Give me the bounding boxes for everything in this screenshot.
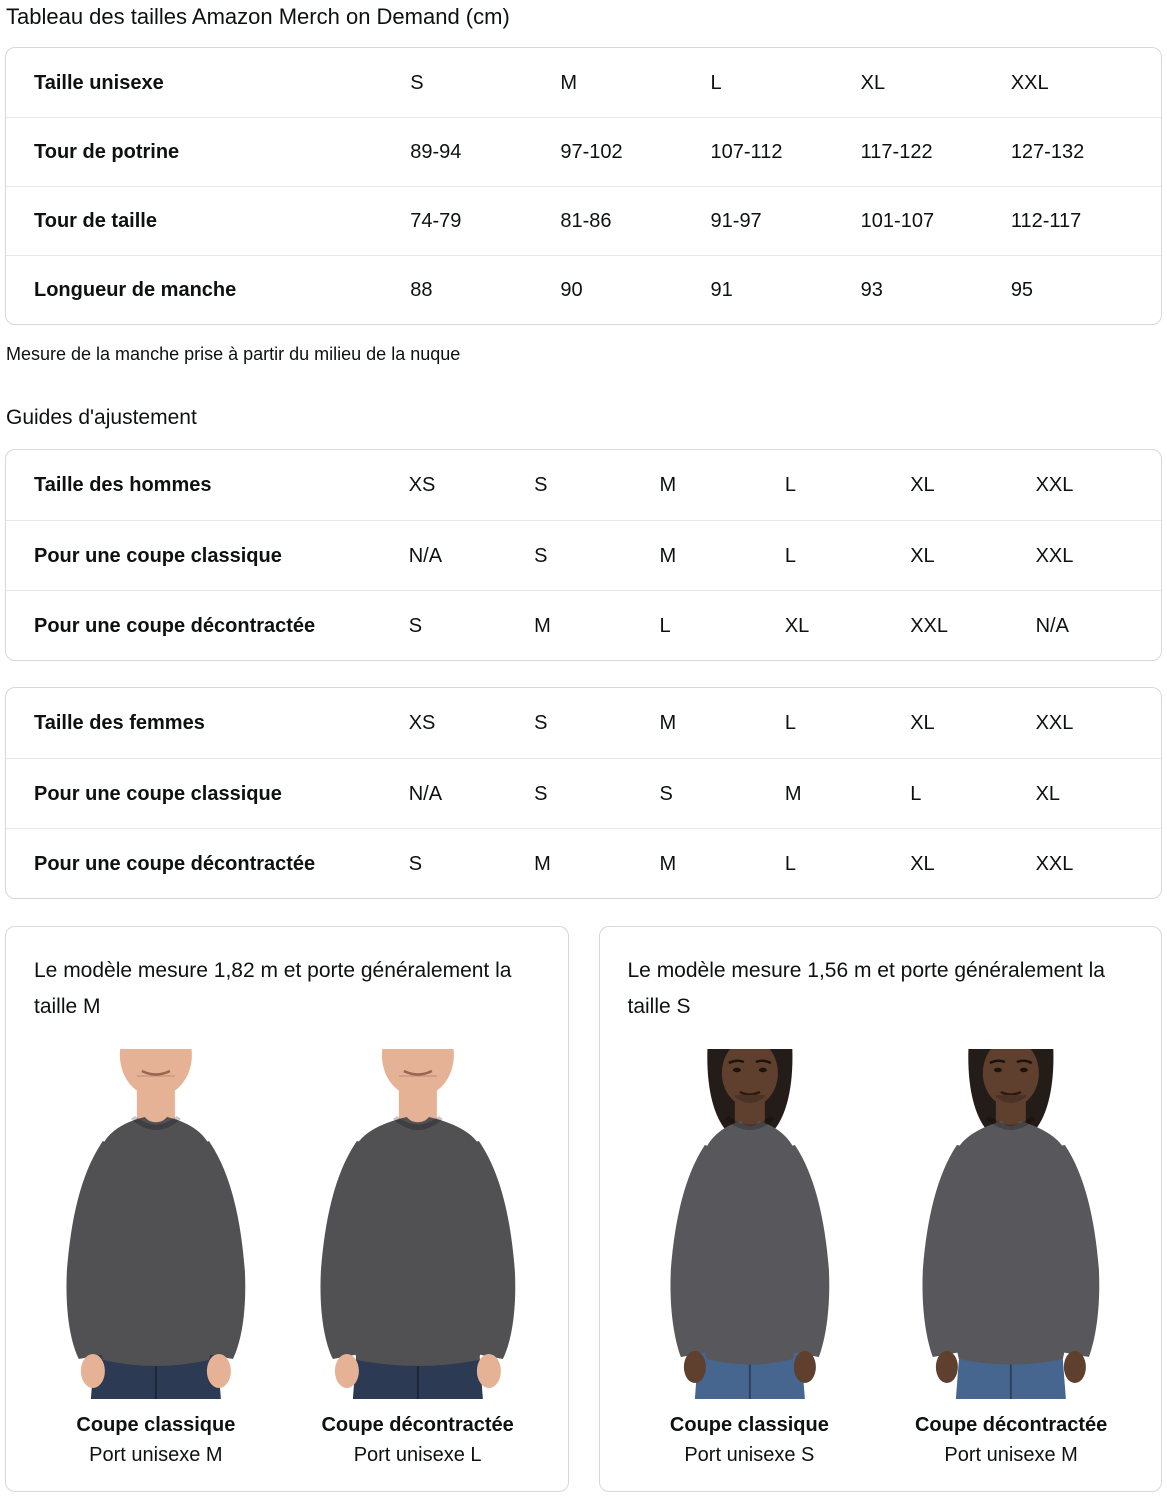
model-card-male [5, 926, 569, 1492]
model-photo [294, 1049, 542, 1401]
cell-value: XL [910, 852, 935, 875]
cell-value: XL [860, 71, 886, 94]
cell-value: XXL [1010, 71, 1049, 94]
row-label: Pour une coupe classique [34, 544, 282, 567]
row-label: Tour de potrine [34, 141, 180, 163]
table-row [6, 117, 1161, 186]
cell-value: L [784, 474, 796, 496]
row-label: Pour une coupe classique [34, 782, 282, 805]
cell-value: XS [408, 474, 436, 496]
table-row [6, 758, 1161, 828]
model-photos [32, 1049, 542, 1467]
cell-value: M [560, 71, 578, 94]
sleeve-measure-note: Mesure de la manche prise à partir du milieu de la nuque [6, 344, 461, 364]
row-label: Longueur de manche [34, 279, 237, 301]
fit-label: Coupe décontractée [914, 1414, 1108, 1436]
table-row [6, 48, 1161, 117]
cell-value: S [408, 614, 423, 637]
model-figure-illustration [626, 1049, 874, 1401]
cell-value: 74-79 [410, 210, 462, 232]
cell-value: S [408, 852, 423, 875]
cell-value: XL [910, 544, 935, 567]
cell-value: L [784, 544, 796, 567]
row-label: Taille unisexe [34, 71, 164, 94]
size-label: Port unisexe M [944, 1444, 1078, 1466]
table-row [6, 688, 1161, 758]
cell-value: 81-86 [560, 210, 612, 232]
model-photo-block [887, 1049, 1135, 1467]
cell-value: S [659, 782, 673, 805]
cell-value: L [910, 782, 922, 805]
model-description: Le modèle mesure 1,56 m et porte généralement la taille S [627, 959, 1105, 1018]
cell-value: 117-122 [860, 141, 933, 163]
model-card-female [599, 926, 1163, 1492]
model-photo-block [294, 1049, 542, 1467]
photo-caption [32, 1413, 280, 1467]
cell-value: S [410, 71, 424, 94]
row-label: Pour une coupe décontractée [34, 614, 316, 637]
row-label: Tour de taille [34, 210, 157, 232]
table-row [6, 520, 1161, 590]
cell-value: XXL [1035, 712, 1074, 734]
model-description: Le modèle mesure 1,82 m et porte généralement la taille M [34, 959, 512, 1018]
cell-value: 88 [410, 279, 433, 301]
cell-value: L [659, 614, 671, 637]
cell-value: L [784, 852, 796, 875]
cell-value: 97-102 [560, 141, 623, 163]
cell-value: M [659, 712, 677, 734]
table-row [6, 255, 1161, 324]
table-row [6, 450, 1161, 520]
size-label: Port unisexe L [353, 1444, 482, 1466]
cell-value: 101-107 [860, 210, 935, 232]
cell-value: XXL [1035, 544, 1074, 567]
model-photo [626, 1049, 874, 1401]
cell-value: L [710, 71, 722, 94]
table-row [6, 590, 1161, 660]
cell-value: M [784, 782, 802, 805]
model-cards-row [5, 926, 1162, 1492]
photo-caption [294, 1413, 542, 1467]
fit-label: Coupe classique [76, 1414, 236, 1436]
cell-value: 127-132 [1010, 141, 1085, 163]
model-figure-illustration [32, 1049, 280, 1401]
model-figure-illustration [294, 1049, 542, 1401]
cell-value: L [784, 712, 796, 734]
model-photo [887, 1049, 1135, 1401]
page-title: Tableau des tailles Amazon Merch on Demand (cm) [6, 4, 510, 29]
row-label: Pour une coupe décontractée [34, 852, 316, 875]
cell-value: S [534, 474, 548, 496]
cell-value: 93 [860, 279, 883, 301]
cell-value: 91-97 [710, 210, 762, 232]
row-label: Taille des hommes [34, 474, 212, 496]
model-photo [32, 1049, 280, 1401]
cell-value: M [659, 544, 677, 567]
cell-value: 95 [1010, 279, 1034, 301]
cell-value: 107-112 [710, 141, 783, 163]
model-figure-illustration [887, 1049, 1135, 1401]
cell-value: N/A [408, 544, 443, 567]
cell-value: M [659, 852, 677, 875]
cell-value: XL [784, 614, 810, 637]
cell-value: 89-94 [410, 141, 462, 163]
women-fit-table [5, 687, 1162, 899]
cell-value: 90 [560, 279, 583, 301]
size-label: Port unisexe S [684, 1444, 815, 1466]
fit-label: Coupe décontractée [321, 1414, 514, 1436]
cell-value: S [534, 712, 548, 734]
size-label: Port unisexe M [89, 1444, 223, 1466]
table-row [6, 828, 1161, 898]
cell-value: XL [910, 474, 935, 496]
cell-value: XXL [910, 614, 949, 637]
cell-value: S [534, 544, 548, 567]
unisex-size-table [5, 47, 1162, 325]
cell-value: N/A [1035, 614, 1069, 637]
cell-value: XL [910, 712, 935, 734]
cell-value: N/A [408, 782, 443, 805]
cell-value: XXL [1035, 852, 1074, 875]
cell-value: XS [408, 712, 436, 734]
row-label: Taille des femmes [34, 712, 205, 734]
model-photo-block [32, 1049, 280, 1467]
cell-value: M [534, 852, 551, 875]
cell-value: S [534, 782, 548, 805]
cell-value: M [659, 474, 677, 496]
model-photo-block [626, 1049, 874, 1467]
cell-value: 112-117 [1010, 210, 1082, 232]
fit-guides-heading: Guides d'ajustement [6, 406, 197, 429]
model-photos [626, 1049, 1136, 1467]
photo-caption [887, 1413, 1135, 1467]
men-fit-table [5, 449, 1162, 661]
cell-value: 91 [710, 279, 733, 301]
cell-value: XXL [1035, 474, 1074, 496]
table-row [6, 186, 1161, 255]
cell-value: XL [1035, 782, 1061, 805]
photo-caption [626, 1413, 874, 1467]
cell-value: M [534, 614, 551, 637]
fit-label: Coupe classique [669, 1414, 829, 1436]
